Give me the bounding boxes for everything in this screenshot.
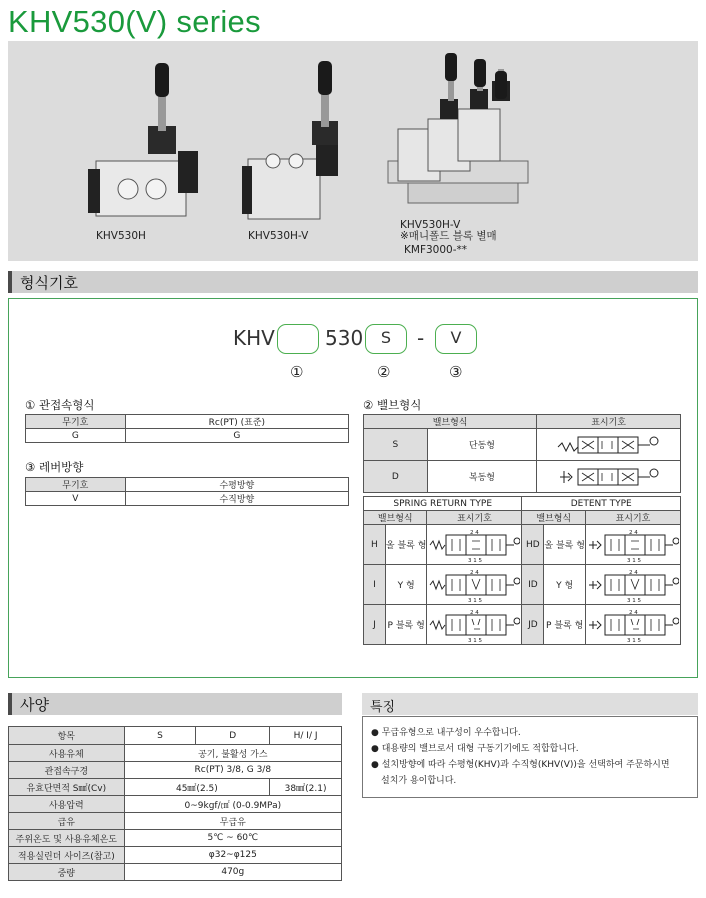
code-dash: - — [417, 326, 425, 350]
features-section-bar — [362, 693, 698, 715]
feature-item: ● 무급유형으로 내구성이 우수합니다. — [371, 728, 521, 738]
model-code-box — [8, 298, 698, 678]
table-row — [364, 565, 681, 605]
detent-title: DETENT TYPE — [522, 497, 681, 511]
detent-code-id: ID — [522, 565, 544, 605]
valve-header-type: 밸브형식 — [364, 415, 537, 429]
spec-header-item: 항목 — [9, 727, 125, 745]
spec-section-bar — [8, 693, 342, 715]
code-num-1: ① — [290, 363, 304, 381]
feature-item: ● 대용량의 밸브로서 대형 구동기기에도 적합합니다. — [371, 744, 579, 754]
code-box-1 — [277, 324, 319, 354]
valve-type-table — [363, 496, 681, 645]
detent-code-jd: JD — [522, 605, 544, 645]
code-middle: 530 — [325, 326, 364, 350]
spec-label-pressure: 사용압력 — [9, 796, 125, 813]
code-prefix: KHV — [233, 326, 275, 350]
spec-label-fluid: 사용유체 — [9, 745, 125, 762]
features-box — [362, 716, 698, 798]
port-label-bottom: 3 1 5 — [468, 637, 483, 643]
spec-section-title: 사양 — [20, 696, 49, 714]
spec-header-hij: H/ I/ J — [270, 727, 342, 745]
valve-type-d: 복동형 — [427, 461, 536, 493]
spec-value-port: Rc(PT) 3/8, G 3/8 — [124, 762, 341, 779]
spring-code-j: J — [364, 605, 386, 645]
port-label-top: 2 4 — [628, 529, 638, 536]
table-row — [364, 605, 681, 645]
lever-value-v: 수직방향 — [125, 492, 348, 506]
valve-symbol-y-spring-icon — [428, 567, 520, 603]
table-row — [9, 779, 342, 796]
caption-khv530h-v: KHV530H-V — [248, 230, 309, 242]
table-row — [9, 847, 342, 864]
lever-code-v: V — [26, 492, 126, 506]
spec-label-area: 유효단면적 S㎟(Cv) — [9, 779, 125, 796]
valve-photo-khv530h — [88, 63, 198, 216]
spec-table — [8, 726, 342, 881]
spring-return-title: SPRING RETURN TYPE — [364, 497, 522, 511]
spec-header-d: D — [196, 727, 270, 745]
detent-type-hd: 올 블록 형 — [544, 525, 586, 565]
valve-type-s: 단동형 — [427, 429, 536, 461]
port-label-top: 2 4 — [470, 529, 480, 536]
valve-symbol-p-block-spring-icon — [428, 607, 520, 643]
port-label-top: 2 4 — [470, 569, 480, 576]
valve-heading: ② 밸브형식 — [363, 398, 422, 412]
port-label-bottom: 3 1 5 — [626, 637, 641, 643]
port-label-top: 2 4 — [628, 609, 638, 616]
valve-symbol-double-icon — [554, 463, 664, 491]
spec-value-weight: 470g — [124, 864, 341, 881]
table-row — [364, 429, 681, 461]
spring-symbol-j — [427, 605, 522, 645]
valve-symbol-d — [537, 461, 681, 493]
spec-header-s: S — [124, 727, 196, 745]
caption-manifold-note: ※매니폴드 블록 별매 — [400, 230, 497, 242]
spec-value-fluid: 공기, 불활성 가스 — [124, 745, 341, 762]
spec-label-cylinder: 적용실린더 사이즈(참고) — [9, 847, 125, 864]
connection-value-g: G — [125, 429, 348, 443]
table-row — [26, 492, 349, 506]
detent-type-jd: P 블록 형 — [544, 605, 586, 645]
code-num-2: ② — [377, 363, 391, 381]
detent-header-symbol: 표시기호 — [585, 511, 680, 525]
code-box-2-value: S — [380, 328, 392, 347]
valve-photo-khv530h-v — [242, 61, 338, 219]
table-row — [364, 525, 681, 565]
lever-header-value: 수평방향 — [125, 478, 348, 492]
port-label-bottom: 3 1 5 — [468, 557, 483, 563]
detent-type-id: Y 형 — [544, 565, 586, 605]
code-box-3-value: V — [450, 328, 462, 347]
lever-table — [25, 477, 349, 506]
valve-photo-manifold — [388, 53, 528, 203]
lever-header-code: 무기호 — [26, 478, 126, 492]
spec-value-pressure: 0~9kgf/㎠ (0-0.9MPa) — [124, 796, 341, 813]
port-label-bottom: 3 1 5 — [626, 597, 641, 603]
spring-code-h: H — [364, 525, 386, 565]
valve-symbol-single-icon — [554, 431, 664, 459]
connection-header-code: 무기호 — [26, 415, 126, 429]
table-row — [9, 830, 342, 847]
spec-value-temperature: 5℃ ~ 60℃ — [124, 830, 341, 847]
valve-code-d: D — [364, 461, 428, 493]
caption-khv530h: KHV530H — [96, 230, 146, 242]
valve-symbol-all-block-detent-icon — [587, 527, 679, 563]
features-section-title: 특징 — [370, 700, 396, 715]
detent-header-type: 밸브형식 — [522, 511, 586, 525]
spec-value-area-sd: 45㎟(2.5) — [124, 779, 270, 796]
table-row — [9, 796, 342, 813]
page-title: KHV530(V) series — [8, 4, 261, 39]
valve-symbol-y-detent-icon — [587, 567, 679, 603]
spring-header-symbol: 표시기호 — [427, 511, 522, 525]
spec-value-cylinder: φ32~φ125 — [124, 847, 341, 864]
code-num-3: ③ — [449, 363, 463, 381]
detent-code-hd: HD — [522, 525, 544, 565]
spec-value-area-hij: 38㎟(2.1) — [270, 779, 342, 796]
spring-code-i: I — [364, 565, 386, 605]
valve-table — [363, 414, 681, 493]
table-row — [9, 864, 342, 881]
detent-symbol-hd — [585, 525, 680, 565]
model-code-section-bar — [8, 271, 698, 293]
lever-heading: ③ 레버방향 — [25, 460, 84, 474]
product-photos — [8, 41, 698, 261]
table-row — [9, 813, 342, 830]
port-label-bottom: 3 1 5 — [626, 557, 641, 563]
valve-symbol-p-block-detent-icon — [587, 607, 679, 643]
port-label-bottom: 3 1 5 — [468, 597, 483, 603]
table-row — [26, 429, 349, 443]
connection-code-g: G — [26, 429, 126, 443]
caption-khv530h-v-manifold: KHV530H-V — [400, 219, 461, 231]
port-label-top: 2 4 — [628, 569, 638, 576]
table-row — [364, 461, 681, 493]
spring-header-type: 밸브형식 — [364, 511, 427, 525]
spec-label-temperature: 주위온도 및 사용유체온도 — [9, 830, 125, 847]
connection-table — [25, 414, 349, 443]
port-label-top: 2 4 — [470, 609, 480, 616]
model-code-section-title: 형식기호 — [20, 274, 78, 292]
product-photo-band — [8, 41, 698, 261]
valve-symbol-s — [537, 429, 681, 461]
feature-item: ● 설치방향에 따라 수평형(KHV)과 수직형(KHV(V))을 선택하여 주문하시면 — [371, 760, 670, 770]
spec-label-port: 관접속구경 — [9, 762, 125, 779]
spring-type-i: Y 형 — [385, 565, 427, 605]
valve-header-symbol: 표시기호 — [537, 415, 681, 429]
connection-heading: ① 관접속형식 — [25, 398, 95, 412]
feature-item: 설치가 용이합니다. — [381, 776, 457, 786]
detent-symbol-id — [585, 565, 680, 605]
spring-type-j: P 블록 형 — [385, 605, 427, 645]
detent-symbol-jd — [585, 605, 680, 645]
valve-symbol-all-block-spring-icon — [428, 527, 520, 563]
caption-kmf3000: KMF3000-** — [404, 244, 467, 256]
valve-code-s: S — [364, 429, 428, 461]
table-row — [9, 762, 342, 779]
code-box-3 — [435, 324, 477, 354]
table-row — [9, 745, 342, 762]
spring-symbol-i — [427, 565, 522, 605]
connection-header-value: Rc(PT) (표준) — [125, 415, 348, 429]
spec-label-lubrication: 급유 — [9, 813, 125, 830]
spring-type-h: 올 블록 형 — [385, 525, 427, 565]
spec-label-weight: 중량 — [9, 864, 125, 881]
code-box-2 — [365, 324, 407, 354]
spec-value-lubrication: 무급유 — [124, 813, 341, 830]
spring-symbol-h — [427, 525, 522, 565]
